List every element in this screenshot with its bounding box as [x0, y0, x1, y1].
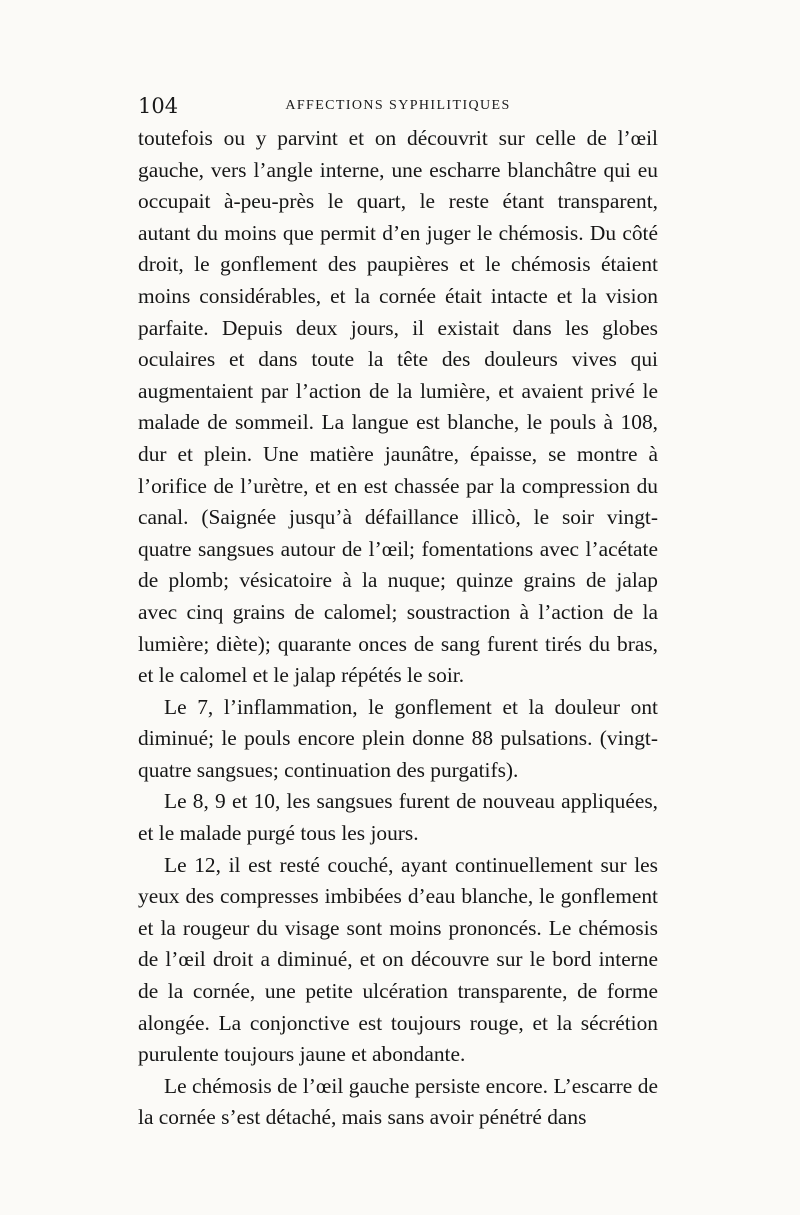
page-number: 104	[138, 94, 179, 118]
paragraph-day-12: Le 12, il est resté couché, ayant continuellement sur les yeux des compresses imbibées d’eau blanche, le gonflement et la rougeur du visage sont moins prononcés. Le chémosis de l’œil droit a diminué, et on découvre sur le bord interne de la cornée, une petite ulcération transparente, de forme alongée. La conjonctive est toujours rouge, et la sécrétion purulente toujours jaune et abondante.	[138, 852, 658, 1067]
page-header	[138, 94, 658, 120]
paragraph-day-7: Le 7, l’inflammation, le gonflement et la douleur ont diminué; le pouls encore plein donne 88 pulsations. (vingt-quatre sangsues; continuation des purgatifs).	[138, 694, 658, 782]
paragraph-left-eye: Le chémosis de l’œil gauche persiste encore. L’escarre de la cornée s’est détaché, mais sans avoir pénétré dans	[138, 1073, 658, 1130]
paragraph-continuation: toutefois ou y parvint et on découvrit sur celle de l’œil gauche, vers l’angle interne, une escharre blanchâtre qui eu occupait à-peu-près le quart, le reste étant transparent, autant du moins que permit d’en juger le chémosis. Du côté droit, le gonflement des paupières et le chémosis étaient moins considérables, et la cornée était intacte et la vision parfaite. Depuis deux jours, il existait dans les globes oculaires et dans toute la tête des douleurs vives qui augmentaient par l’action de la lumière, et avaient privé le malade de sommeil. La langue est blanche, le pouls à 108, dur et plein. Une matière jaunâtre, épaisse, se montre à l’orifice de l’urètre, et en est chassée par la compression du canal. (Saignée jusqu’à défaillance illicò, le soir vingt-quatre sangsues autour de l’œil; fomentations avec l’acétate de plomb; vésicatoire à la nuque; quinze grains de jalap avec cinq grains de calomel; soustraction à l’action de la lumière; diète); quarante onces de sang furent tirés du bras, et le calomel et le jalap répétés le soir.	[138, 126, 658, 688]
body-text	[138, 123, 658, 1134]
running-title: AFFECTIONS SYPHILITIQUES	[285, 98, 511, 113]
paragraph-days-8-10: Le 8, 9 et 10, les sangsues furent de nouveau appliquées, et le malade purgé tous les jours.	[138, 789, 658, 846]
